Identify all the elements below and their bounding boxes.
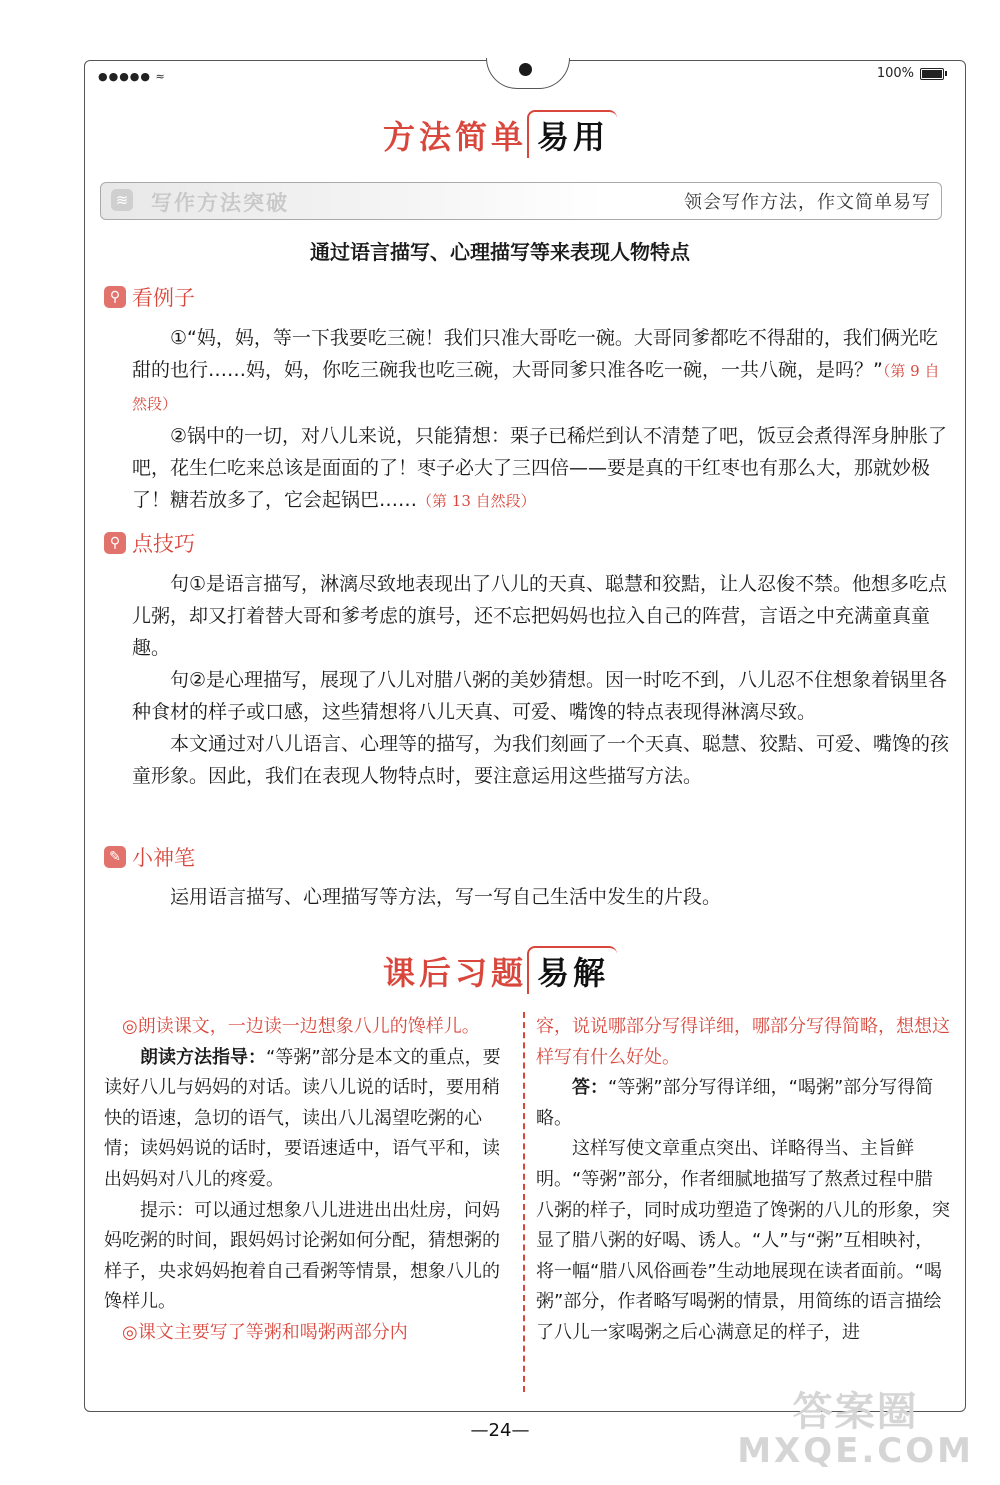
writing-method-bar (100, 182, 942, 220)
section-title-method (0, 110, 1000, 158)
bar-slogan: 领会写作方法，作文简单易写 (684, 192, 931, 213)
exercise-columns (104, 1012, 950, 1397)
answer-1-guidance: 朗读方法指导：“等粥”部分是本文的重点，要读好八儿与妈妈的对话。读八儿说的话时，要用稍快的语速，急切的语气，读出八儿渴望吃粥的心情；读妈妈说的话时，要语速适中，语气平和，读出妈妈对八儿的疼爱。 (104, 1046, 501, 1190)
battery-indicator (877, 66, 944, 81)
tips-paragraph-1: 句①是语言描写，淋漓尽致地表现出了八儿的天真、聪慧和狡黠，让人忍俊不禁。他想多吃点儿粥，却又打着替大哥和爹考虑的旗号，还不忘把妈妈也拉入自己的阵营，言语之中充满童真童趣。 (132, 573, 948, 659)
watermark-line-2: MXQE.COM (737, 1431, 974, 1471)
answer-2: 答：“等粥”部分写得详细，“喝粥”部分写得简略。 (536, 1077, 934, 1129)
page-number: —24— (470, 1420, 530, 1441)
watermark (737, 1380, 974, 1471)
example-body (132, 322, 950, 517)
tips-heading (104, 528, 195, 558)
watermark-line-1: 答案圈 (792, 1389, 919, 1435)
source-note: （第 9 自然段） (132, 362, 940, 413)
title-red-text: 方法简单 (382, 118, 527, 156)
pen-body (132, 881, 950, 913)
battery-icon (920, 68, 944, 80)
title-boxed-text: 易用 (527, 110, 617, 158)
pen-heading (104, 842, 195, 872)
title-red-text: 课后习题 (382, 954, 527, 992)
question-1: ◎朗读课文，一边读一边想象八儿的馋样儿。 (122, 1016, 480, 1037)
magnifier-icon: ⚲ (104, 286, 126, 308)
bar-label: 写作方法突破 (151, 191, 289, 215)
question-2: ◎课文主要写了等粥和喝粥两部分内 (122, 1321, 408, 1343)
tips-body (132, 568, 950, 792)
source-note: （第 13 自然段） (417, 492, 536, 510)
left-column (104, 1012, 514, 1349)
pencil-icon: ≋ (111, 189, 133, 211)
example-paragraph-1: ①“妈，妈，等一下我要吃三碗！我们只准大哥吃一碗。大哥同爹都吃不得甜的，我们俩光吃甜的也行……妈，妈，你吃三碗我也吃三碗，大哥同爹只准各吃一碗，一共八碗，是吗？”（第 9 自然段） (132, 327, 940, 413)
right-column (536, 1012, 950, 1349)
tips-label: 点技巧 (132, 532, 195, 556)
magnifier-icon: ⚲ (104, 532, 126, 554)
title-boxed-text: 易解 (527, 946, 617, 994)
camera-icon (519, 63, 532, 76)
example-paragraph-2: ②锅中的一切，对八儿来说，只能猜想：栗子已稀烂到认不清楚了吧，饭豆会煮得浑身肿胀了吧，花生仁吃来总该是面面的了！枣子必大了三四倍——要是真的干红枣也有那么大，那就妙极了！糖若放多了，它会起锅巴……（第 13 自然段） (132, 425, 948, 511)
tips-paragraph-3: 本文通过对八儿语言、心理等的描写，为我们刻画了一个天真、聪慧、狡黠、可爱、嘴馋的孩童形象。因此，我们在表现人物特点时，要注意运用这些描写方法。 (132, 733, 950, 787)
example-heading (104, 282, 195, 312)
answer-2-explanation: 这样写使文章重点突出、详略得当、主旨鲜明。“等粥”部分，作者细腻地描写了熬煮过程中腊八粥的样子，同时成功塑造了馋粥的八儿的形象，突显了腊八粥的好喝、诱人。“人”与“粥”互相映衬，将一幅“腊八风俗画卷”生动地展现在读者面前。“喝粥”部分，作者略写喝粥的情景，用简练的语言描绘了八儿一家喝粥之后心满意足的样子，进 (536, 1138, 950, 1343)
tips-paragraph-2: 句②是心理描写，展现了八儿对腊八粥的美妙猜想。因一时吃不到，八儿忍不住想象着锅里各种食材的样子或口感，这些猜想将八儿天真、可爱、嘴馋的特点表现得淋漓尽致。 (132, 669, 948, 723)
question-2-continued: 容，说说哪部分写得详细，哪部分写得简略，想想这样写有什么好处。 (536, 1016, 950, 1068)
pen-icon: ✎ (104, 846, 126, 868)
battery-text: 100% (876, 66, 914, 81)
answer-1-hint: 提示：可以通过想象八儿进进出出灶房，问妈妈吃粥的时间，跟妈妈讨论粥如何分配，猜想粥的样子，央求妈妈抱着自己看粥等情景，想象八儿的馋样儿。 (104, 1199, 500, 1313)
signal-icon: ●●●●● ≈ (98, 70, 166, 83)
subheading: 通过语言描写、心理描写等来表现人物特点 (310, 240, 690, 264)
section-title-exercises (0, 946, 1000, 994)
pen-label: 小神笔 (132, 846, 195, 870)
example-label: 看例子 (132, 286, 195, 310)
pen-paragraph: 运用语言描写、心理描写等方法，写一写自己生活中发生的片段。 (170, 886, 722, 908)
column-divider (523, 1012, 525, 1392)
